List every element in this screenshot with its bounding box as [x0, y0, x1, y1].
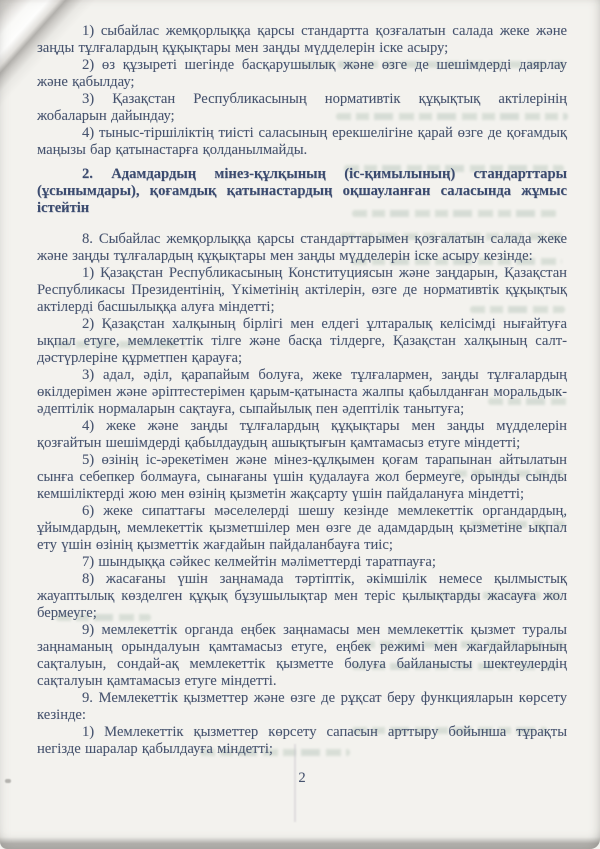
continued-list-item-4: 4) тыныс-тіршіліктің тиісті саласының ерекшелігіне қарай өзге де қоғамдық маңызы бар қатынастарға қолданылмайды. — [37, 125, 567, 158]
section-heading: 2. Адамдардың мінез-құлқының (іс-қимылының) стандарттары (ұсынымдары), қоғамдық қатынастардың оқшауланған саласында жұмыс істейтін — [37, 166, 567, 216]
clause-8-item-5: 5) өзінің іс-әрекетімен және мінез-құлқымен қоғам тарапынан айтылатын сынға себепкер болмауға, сынағаны үшін қудалауға жол бермеуге, орынды сынды кемшіліктерді жою мен өзінің қызметін жақсарту үшін пайдалануға міндетті; — [37, 452, 567, 502]
clause-8-item-2: 2) Қазақстан халқының бірлігі мен елдегі ұлтаралық келісімді нығайтуға ықпал етуге, мемлекеттік тілге және басқа тілдерге, Қазақстан халқының салт-дәстүрлеріне құрметпен қарауға; — [37, 316, 567, 366]
page-number: 2 — [298, 770, 306, 786]
clause-8-item-4: 4) жеке және заңды тұлғалардың құқықтары мен заңды мүдделерін қозғайтын шешімдерді қабылдаудың ашықтығын қамтамасыз етуге міндетті; — [37, 418, 567, 451]
document-body — [37, 23, 567, 787]
clause-8-item-1: 1) Қазақстан Республикасының Конституциясын және заңдарын, Қазақстан Республикасы Президентінің, Үкіметінің актілерін, өзге де нормативтік құқықтық актілерді басшылыққа алуға міндетті; — [37, 265, 567, 315]
continued-list-item-3: 3) Қазақстан Республикасының нормативтік құқықтық актілерінің жобаларын дайындау; — [37, 91, 567, 124]
continued-list-item-2: 2) өз құзыреті шегінде басқарушылық және өзге де шешімдерді даярлау және қабылдау; — [37, 57, 567, 90]
clause-8-item-8: 8) жасағаны үшін заңнамада тәртіптік, әкімшілік немесе қылмыстық жауаптылық көзделген құқық бұзушылықтар мен теріс қылықтарды жасауға жол бермеуге; — [37, 571, 567, 621]
clause-8-item-3: 3) адал, әділ, қарапайым болуға, жеке тұлғалармен, заңды тұлғалардың өкілдерімен және әріптестерімен қарым-қатынаста жалпы қабылданған моральдык-әдептілік нормаларын сақтауға, сыпайылық пен әдептілік танытуға; — [37, 367, 567, 417]
clause-8-item-7: 7) шындыққа сәйкес келмейтін мәліметтерді таратпауға; — [82, 554, 436, 570]
clause-9-item-1: 1) Мемлекеттік қызметтер көрсету сапасын арттыру бойынша тұрақты негізде шаралар қабылдауға міндетті; — [37, 724, 567, 757]
clause-9-intro: 9. Мемлекеттік қызметтер және өзге де рұқсат беру функцияларын көрсету кезінде: — [37, 690, 567, 723]
page-bottom-edge — [0, 837, 600, 849]
scan-speck — [5, 779, 11, 783]
continued-list-item-1: 1) сыбайлас жемқорлыққа қарсы стандартта қозғалатын салада жеке және заңды тұлғалардың құқықтары мен заңды мүдделерін іске асыру; — [37, 23, 567, 56]
clause-8-item-9: 9) мемлекеттік органда еңбек заңнамасы мен мемлекеттік қызмет туралы заңнаманың орындалуын қамтамасыз етуге, еңбек режимі мен жағдайларының сақталуын, сондай-ақ мемлекеттік қызметте болуға байланысты шектеулердің сақталуын қамтамасыз етуге міндетті. — [37, 622, 567, 689]
clause-8-intro: 8. Сыбайлас жемқорлыққа қарсы стандарттарымен қозғалатын салада жеке және заңды тұлғалардың құқықтары мен заңды мүдделерін іске асыру кезінде: — [37, 231, 567, 264]
clause-8-item-6: 6) жеке сипаттағы мәселелерді шешу кезінде мемлекеттік органдардың, ұйымдардың, мемлекеттік қызметшілер мен өзге де адамдардың қызметіне ықпал ету үшін өзінің қызметтік жағдайын пайдаланбауға тиіс; — [37, 503, 567, 553]
